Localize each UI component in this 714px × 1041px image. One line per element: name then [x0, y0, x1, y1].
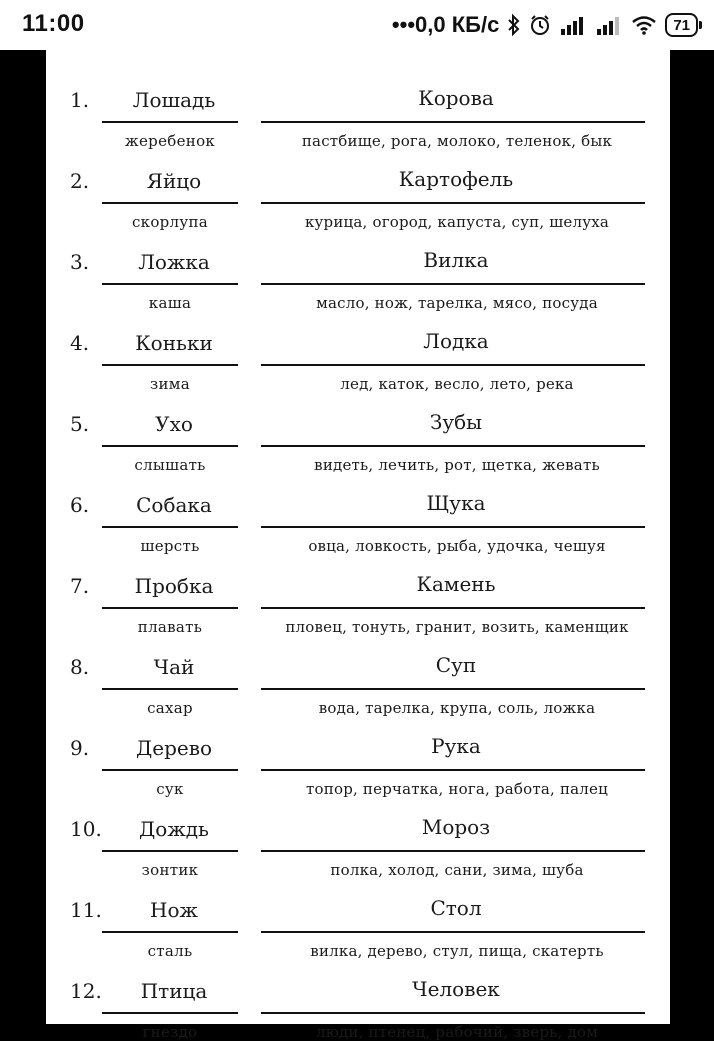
network-speed: •••0,0 КБ/с	[391, 12, 500, 37]
second-word: Стол	[430, 896, 482, 920]
divider-line	[102, 202, 238, 204]
divider-line	[102, 445, 238, 447]
status-bar	[0, 0, 714, 50]
answer-options: вода, тарелка, крупа, соль, ложка	[318, 699, 596, 717]
divider-line	[102, 121, 238, 123]
status-icons	[392, 8, 698, 42]
first-word: Лошадь	[132, 88, 216, 112]
divider-line	[261, 364, 645, 366]
answer-options: люди, птенец, рабочий, зверь, дом	[316, 1023, 598, 1041]
second-word: Суп	[435, 653, 477, 677]
divider-line	[261, 850, 645, 852]
first-pair-answer: жеребенок	[124, 132, 216, 150]
answer-options: полка, холод, сани, зима, шуба	[330, 861, 584, 879]
analogy-row	[46, 635, 670, 716]
first-pair-answer: слышать	[134, 456, 206, 474]
row-number: 9.	[70, 736, 90, 760]
first-pair-answer: каша	[148, 294, 192, 312]
alarm-icon	[529, 14, 551, 36]
divider-line	[102, 283, 238, 285]
second-word: Лодка	[423, 329, 489, 353]
second-word: Щука	[426, 491, 486, 515]
answer-options: пловец, тонуть, гранит, возить, каменщик	[285, 618, 629, 636]
first-word: Ухо	[155, 412, 193, 436]
signal-icon-1	[559, 15, 587, 35]
row-number: 5.	[70, 412, 90, 436]
row-number: 3.	[70, 250, 90, 274]
bluetooth-icon	[507, 14, 521, 36]
divider-line	[261, 121, 645, 123]
answer-options: топор, перчатка, нога, работа, палец	[306, 780, 608, 798]
row-number: 11.	[70, 898, 102, 922]
divider-line	[102, 688, 238, 690]
row-number: 2.	[70, 169, 90, 193]
divider-line	[102, 526, 238, 528]
divider-line	[102, 607, 238, 609]
divider-line	[261, 688, 645, 690]
row-number: 12.	[70, 979, 102, 1003]
divider-line	[261, 526, 645, 528]
analogy-row	[46, 878, 670, 959]
row-number: 10.	[70, 817, 102, 841]
divider-line	[102, 1012, 238, 1014]
second-word: Человек	[412, 977, 500, 1001]
row-number: 7.	[70, 574, 90, 598]
divider-line	[261, 607, 645, 609]
signal-icon-2	[595, 15, 623, 35]
row-number: 8.	[70, 655, 90, 679]
analogy-row	[46, 230, 670, 311]
first-pair-answer: скорлупа	[131, 213, 209, 231]
answer-options: овца, ловкость, рыба, удочка, чешуя	[308, 537, 606, 555]
divider-line	[261, 1012, 645, 1014]
first-word: Ложка	[138, 250, 210, 274]
row-number: 1.	[70, 88, 90, 112]
divider-line	[261, 445, 645, 447]
answer-options: пастбище, рога, молоко, теленок, бык	[301, 132, 613, 150]
row-number: 6.	[70, 493, 90, 517]
analogy-row	[46, 392, 670, 473]
divider-line	[261, 769, 645, 771]
battery-level: 71	[673, 16, 690, 34]
analogy-row	[46, 473, 670, 554]
second-word: Корова	[418, 86, 494, 110]
analogy-row	[46, 68, 670, 149]
first-word: Пробка	[134, 574, 214, 598]
second-word: Камень	[416, 572, 496, 596]
analogy-row	[46, 149, 670, 230]
second-word: Зубы	[429, 410, 483, 434]
analogy-row	[46, 554, 670, 635]
wifi-icon	[631, 15, 657, 35]
analogy-row	[46, 959, 670, 1040]
first-word: Яйцо	[146, 169, 202, 193]
analogy-row	[46, 311, 670, 392]
divider-line	[261, 202, 645, 204]
answer-options: видеть, лечить, рот, щетка, жевать	[314, 456, 600, 474]
first-pair-answer: сталь	[147, 942, 193, 960]
analogy-row	[46, 716, 670, 797]
first-word: Коньки	[135, 331, 213, 355]
first-word: Дождь	[139, 817, 209, 841]
first-pair-answer: зима	[150, 375, 190, 393]
first-pair-answer: сахар	[147, 699, 193, 717]
divider-line	[102, 769, 238, 771]
analogy-row	[46, 797, 670, 878]
first-pair-answer: сук	[156, 780, 184, 798]
answer-options: вилка, дерево, стул, пища, скатерть	[310, 942, 604, 960]
answer-options: курица, огород, капуста, суп, шелуха	[304, 213, 610, 231]
divider-line	[102, 931, 238, 933]
divider-line	[102, 364, 238, 366]
divider-line	[261, 283, 645, 285]
first-word: Нож	[150, 898, 198, 922]
row-number: 4.	[70, 331, 90, 355]
first-word: Дерево	[135, 736, 213, 760]
battery-icon	[665, 13, 698, 37]
divider-line	[261, 931, 645, 933]
second-word: Вилка	[423, 248, 489, 272]
answer-options: масло, нож, тарелка, мясо, посуда	[316, 294, 598, 312]
first-pair-answer: гнездо	[142, 1023, 198, 1041]
answer-options: лед, каток, весло, лето, река	[340, 375, 574, 393]
first-pair-answer: плавать	[137, 618, 203, 636]
document-page	[46, 50, 670, 1041]
second-word: Мороз	[421, 815, 491, 839]
first-word: Чай	[153, 655, 195, 679]
first-word: Собака	[136, 493, 212, 517]
second-word: Рука	[431, 734, 481, 758]
divider-line	[102, 850, 238, 852]
status-time: 11:00	[22, 10, 85, 37]
first-pair-answer: шерсть	[140, 537, 200, 555]
second-word: Картофель	[398, 167, 514, 191]
first-word: Птица	[140, 979, 208, 1003]
first-pair-answer: зонтик	[141, 861, 199, 879]
